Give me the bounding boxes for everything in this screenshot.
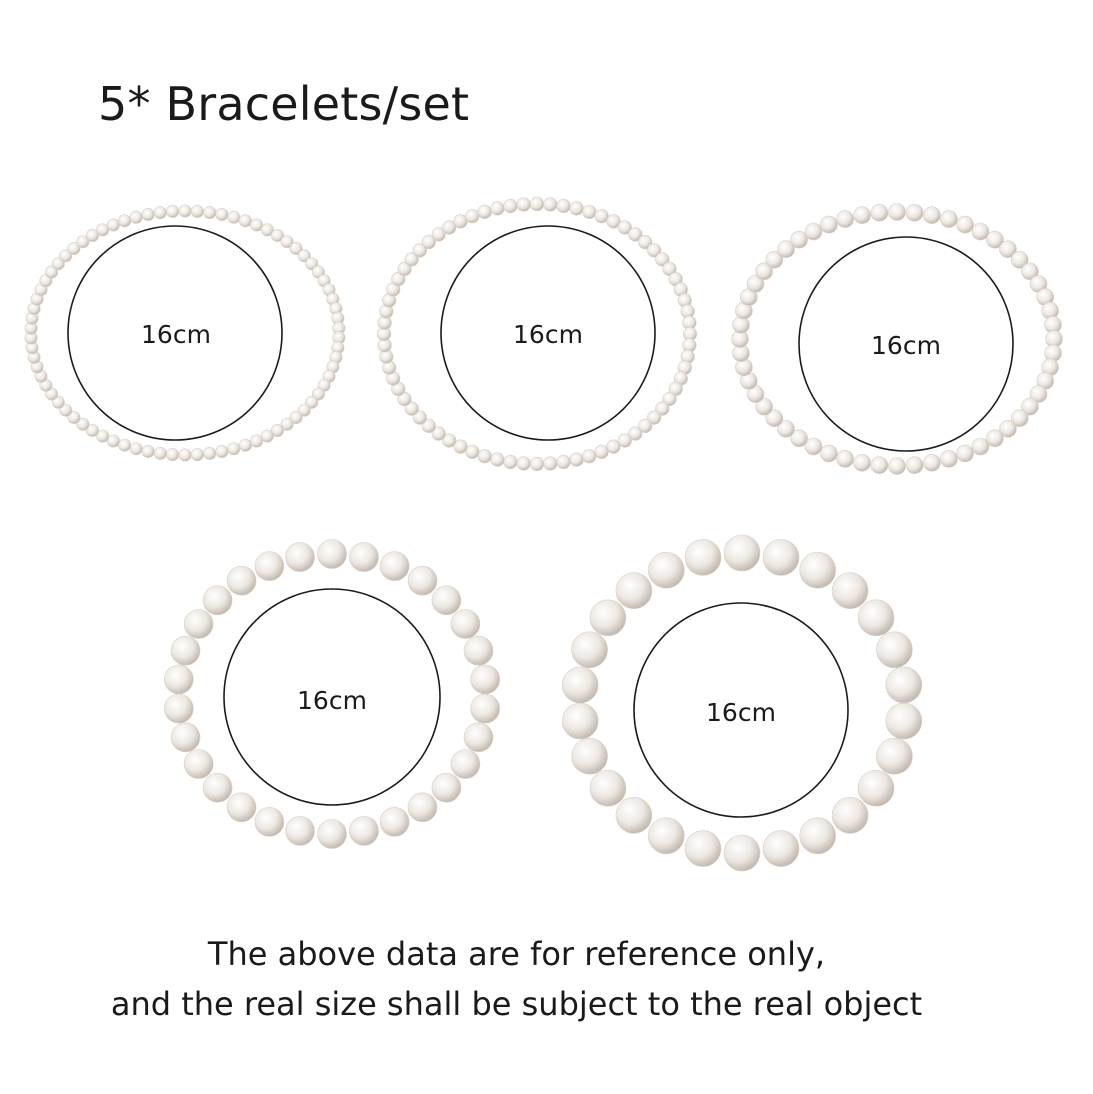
pearl-bead — [171, 723, 200, 752]
pearl-bead — [478, 205, 492, 219]
pearl-bead — [972, 438, 989, 455]
pearl-bead — [616, 797, 652, 833]
pearl-bead — [530, 197, 544, 211]
pearl-bead — [164, 694, 193, 723]
pearl-bead — [154, 447, 166, 459]
pearl-bead — [837, 450, 854, 467]
pearl-bead — [923, 454, 940, 471]
size-label-3: 16cm — [871, 331, 941, 360]
pearl-bead — [858, 600, 894, 636]
pearl-bead — [142, 445, 154, 457]
disclaimer-line-1: The above data are for reference only, — [207, 935, 826, 973]
pearl-bead — [464, 636, 493, 665]
pearl-bead — [286, 816, 315, 845]
pearl-bead — [227, 793, 256, 822]
pearl-bead — [118, 215, 130, 227]
pearl-bead — [562, 703, 598, 739]
pearl-bead — [724, 535, 760, 571]
pearl-bead — [471, 694, 500, 723]
disclaimer-line-2: and the real size shall be subject to the real object — [110, 985, 923, 1023]
pearl-bead — [464, 723, 493, 752]
pearl-bead — [184, 750, 213, 779]
pearl-bead — [504, 455, 518, 469]
pearl-bead — [854, 454, 871, 471]
pearl-bead — [432, 586, 461, 615]
pearl-bead — [685, 831, 721, 867]
pearl-bead — [889, 204, 906, 221]
pearl-bead — [940, 450, 957, 467]
pearl-bead — [451, 610, 480, 639]
bracelet-4 — [164, 540, 499, 849]
pearl-bead — [572, 738, 608, 774]
pearl-bead — [763, 831, 799, 867]
pearl-bead — [216, 445, 228, 457]
pearl-bead — [530, 457, 544, 471]
pearl-bead — [886, 703, 922, 739]
pearl-bead — [130, 211, 142, 223]
pearl-bead — [648, 552, 684, 588]
pearl-bead — [724, 835, 760, 871]
bracelet-2 — [377, 197, 697, 471]
pearl-bead — [837, 211, 854, 228]
pearl-bead — [204, 447, 216, 459]
pearl-bead — [820, 216, 837, 233]
size-label-5: 16cm — [706, 698, 776, 727]
pearl-bead — [380, 552, 409, 581]
pearl-bead — [562, 667, 598, 703]
pearl-bead — [906, 204, 923, 221]
pearl-bead — [805, 223, 822, 240]
pearl-bead — [763, 539, 799, 575]
pearl-bead — [491, 202, 505, 216]
pearl-bead — [517, 457, 531, 471]
pearl-bead — [832, 797, 868, 833]
pearl-bead — [179, 449, 191, 461]
pearl-bead — [886, 667, 922, 703]
pearl-bead — [590, 770, 626, 806]
size-label-4: 16cm — [297, 686, 367, 715]
pearl-bead — [451, 750, 480, 779]
pearl-bead — [286, 543, 315, 572]
pearl-bead — [572, 632, 608, 668]
pearl-bead — [191, 205, 203, 217]
pearl-bead — [583, 205, 597, 219]
pearl-bead — [876, 632, 912, 668]
pearl-bead — [350, 816, 379, 845]
pearl-bead — [318, 820, 347, 849]
pearl-bead — [350, 543, 379, 572]
pearl-bead — [239, 215, 251, 227]
pearl-bead — [544, 457, 558, 471]
pearl-bead — [871, 204, 888, 221]
bracelet-5 — [562, 535, 922, 871]
pearl-bead — [166, 205, 178, 217]
pearl-bead — [648, 818, 684, 854]
pearl-bead — [940, 211, 957, 228]
pearl-bead — [595, 445, 609, 459]
pearl-bead — [544, 198, 558, 212]
pearl-bead — [590, 600, 626, 636]
pearl-bead — [227, 566, 256, 595]
pearl-bead — [557, 455, 571, 469]
pearl-bead — [142, 208, 154, 220]
pearl-bead — [250, 435, 262, 447]
pearl-bead — [557, 199, 571, 213]
pearl-bead — [130, 443, 142, 455]
pearl-bead — [380, 807, 409, 836]
pearl-bead — [203, 773, 232, 802]
size-label-2: 16cm — [513, 320, 583, 349]
page-title: 5* Bracelets/set — [98, 77, 470, 131]
pearl-bead — [471, 665, 500, 694]
pearl-bead — [432, 773, 461, 802]
pearl-bead — [570, 202, 584, 216]
pearl-bead — [854, 207, 871, 224]
pearl-bead — [171, 636, 200, 665]
pearl-bead — [466, 209, 480, 223]
pearl-bead — [616, 573, 652, 609]
pearl-bead — [179, 205, 191, 217]
pearl-bead — [923, 207, 940, 224]
pearl-bead — [166, 448, 178, 460]
pearl-bead — [570, 453, 584, 467]
pearl-bead — [517, 198, 531, 212]
pearl-bead — [107, 219, 119, 231]
pearl-bead — [583, 449, 597, 463]
pearl-bead — [204, 206, 216, 218]
pearl-bead — [478, 449, 492, 463]
pearl-bead — [184, 610, 213, 639]
pearl-bead — [889, 458, 906, 475]
pearl-bead — [800, 818, 836, 854]
pearl-bead — [685, 539, 721, 575]
pearl-bead — [228, 443, 240, 455]
pearl-bead — [191, 448, 203, 460]
bracelet-1 — [25, 205, 345, 461]
pearl-bead — [228, 211, 240, 223]
bracelet-3 — [732, 204, 1063, 475]
pearl-bead — [318, 540, 347, 569]
pearl-bead — [154, 206, 166, 218]
pearl-bead — [800, 552, 836, 588]
pearl-bead — [408, 566, 437, 595]
pearl-bead — [255, 552, 284, 581]
pearl-bead — [408, 793, 437, 822]
pearl-bead — [239, 439, 251, 451]
pearl-bead — [906, 457, 923, 474]
pearl-bead — [164, 665, 193, 694]
pearl-bead — [504, 199, 518, 213]
pearl-bead — [255, 807, 284, 836]
pearl-bead — [876, 738, 912, 774]
pearl-bead — [957, 216, 974, 233]
pearl-bead — [858, 770, 894, 806]
pearl-bead — [216, 208, 228, 220]
pearl-bead — [957, 445, 974, 462]
pearl-bead — [203, 586, 232, 615]
pearl-bead — [832, 573, 868, 609]
pearl-bead — [820, 445, 837, 462]
pearl-bead — [491, 453, 505, 467]
size-label-1: 16cm — [141, 320, 211, 349]
pearl-bead — [118, 439, 130, 451]
pearl-bead — [871, 457, 888, 474]
